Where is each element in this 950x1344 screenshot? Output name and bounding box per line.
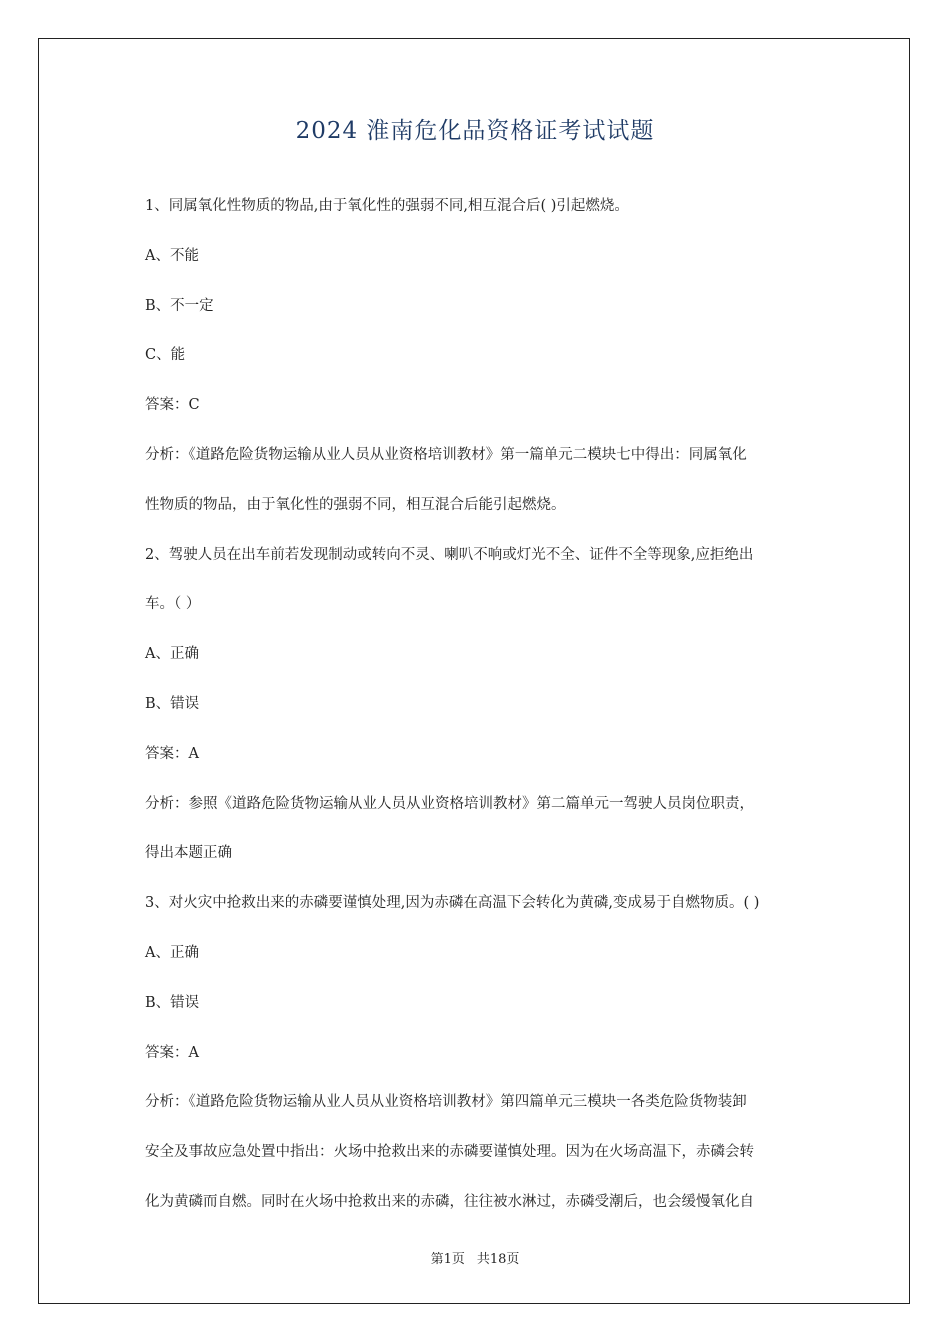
question-1-analysis-line-2: 性物质的物品，由于氧化性的强弱不同，相互混合后能引起燃烧。 bbox=[145, 496, 566, 513]
question-2-analysis-line-1: 分析：参照《道路危险货物运输从业人员从业资格培训教材》第二篇单元一驾驶人员岗位职责， bbox=[145, 795, 754, 812]
question-3-answer: 答案：A bbox=[145, 1044, 199, 1061]
question-2-option-a: A、正确 bbox=[145, 646, 199, 663]
question-1-option-c: C、能 bbox=[145, 347, 186, 364]
question-3-analysis-line-3: 化为黄磷而自燃。同时在火场中抢救出来的赤磷，往往被水淋过，赤磷受潮后，也会缓慢氧化自 bbox=[145, 1193, 754, 1210]
question-2-stem-line-2: 车。（ ） bbox=[145, 596, 201, 613]
page-number: 第1页 bbox=[430, 1252, 465, 1267]
question-1-option-b: B、不一定 bbox=[145, 297, 214, 314]
question-3-analysis-line-1: 分析：《道路危险货物运输从业人员从业资格培训教材》第四篇单元三模块一各类危险货物装卸 bbox=[145, 1094, 747, 1111]
question-3-stem: 3、对火灾中抢救出来的赤磷要谨慎处理,因为赤磷在高温下会转化为黄磷,变成易于自燃物质。( ) bbox=[145, 895, 760, 912]
question-1-stem: 1、同属氧化性物质的物品,由于氧化性的强弱不同,相互混合后( )引起燃烧。 bbox=[145, 198, 629, 214]
question-1-analysis-line-1: 分析：《道路危险货物运输从业人员从业资格培训教材》第一篇单元二模块七中得出：同属氧化 bbox=[145, 446, 747, 463]
document-title: 2024 淮南危化品资格证考试试题 bbox=[295, 118, 655, 144]
question-1-option-a: A、不能 bbox=[145, 247, 199, 264]
page-total: 共18页 bbox=[476, 1252, 520, 1267]
question-3-option-b: B、错误 bbox=[145, 994, 200, 1011]
question-list bbox=[145, 196, 825, 1242]
question-3-option-a: A、正确 bbox=[145, 944, 199, 961]
question-2-analysis-line-2: 得出本题正确 bbox=[145, 845, 232, 862]
question-2-option-b: B、错误 bbox=[145, 695, 200, 712]
question-3-analysis-line-2: 安全及事故应急处置中指出：火场中抢救出来的赤磷要谨慎处理。因为在火场高温下，赤磷会转 bbox=[145, 1144, 754, 1161]
question-1-answer: 答案：C bbox=[145, 397, 200, 414]
page-footer bbox=[0, 1248, 950, 1267]
question-2-answer: 答案：A bbox=[145, 745, 199, 762]
question-2-stem-line-1: 2、驾驶人员在出车前若发现制动或转向不灵、喇叭不响或灯光不全、证件不全等现象,应拒绝出 bbox=[145, 546, 754, 563]
